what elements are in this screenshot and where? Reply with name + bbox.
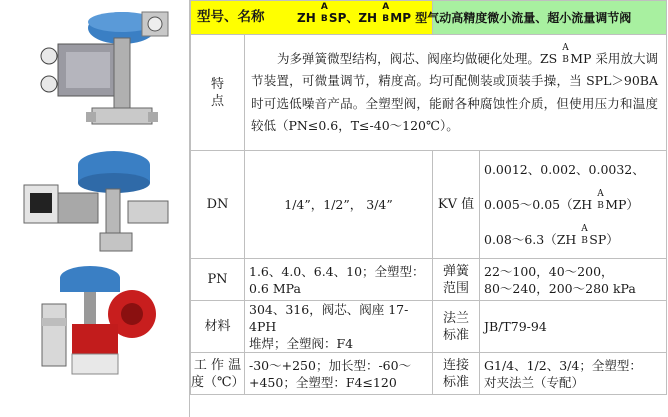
connection-standard-label: 连接 标准 xyxy=(433,353,480,395)
material-value: 304、316，阀芯、阀座 17-4PH 堆焊；全塑阀：F4 xyxy=(245,301,433,353)
dn-value: 1/4”，1/2”， 3/4” xyxy=(245,151,433,259)
kv-line-1: 0.0012、0.002、0.0032、 xyxy=(484,162,645,177)
dn-label: DN xyxy=(191,151,245,259)
valve-photo-1 xyxy=(2,4,189,140)
connection-standard-value: G1/4、1/2、3/4；全塑型： 对夹法兰（专配） xyxy=(480,353,667,395)
kv-line-2: 0.005～0.05（ZH A B MP） xyxy=(484,189,639,212)
working-temperature-label: 工 作 温 度（℃） xyxy=(191,353,245,395)
kv-values xyxy=(480,151,667,259)
model-name-header: 型号、名称 xyxy=(191,1,433,35)
working-temperature-value: -30～+250；加长型：-60～ +450；全塑型：F4≤120 xyxy=(245,353,433,395)
kv-line-3: 0.08～6.3（ZH A B SP） xyxy=(484,224,619,247)
spring-range-label: 弹簧 范围 xyxy=(433,259,480,301)
features-text: 为多弹簧微型结构，阀芯、阀座均做硬化处理。ZS A B MP 采用放大调节装置，可微量调节，精度高。均可配侧装或顶装手操，当 SPL＞90BA 时可选低噪音产品。全塑型阀，能耐各种腐蚀性介质，但使用压力和温度较低（PN≤0.6，T≤-40～120℃）。 xyxy=(245,35,667,151)
kv-label: KV 值 xyxy=(433,151,480,259)
flange-standard-label: 法兰 标准 xyxy=(433,301,480,353)
valve-photo-2 xyxy=(2,145,189,257)
features-label: 特点 xyxy=(191,35,245,151)
material-label: 材料 xyxy=(191,301,245,353)
spring-range-value: 22～100，40～200， 80～240，200～280 kPa xyxy=(480,259,667,301)
valve-photo-3 xyxy=(2,262,189,382)
pn-value: 1.6、4.0、6.4、10；全塑型： 0.6 MPa xyxy=(245,259,433,301)
pn-label: PN xyxy=(191,259,245,301)
spec-table xyxy=(190,0,667,395)
flange-standard-value: JB/T79-94 xyxy=(480,301,667,353)
product-photo-column xyxy=(2,0,190,417)
product-title-text: ZH A B SP、ZH A B MP 型气动高精度微小流量、超小流量调节阀 xyxy=(297,2,632,25)
